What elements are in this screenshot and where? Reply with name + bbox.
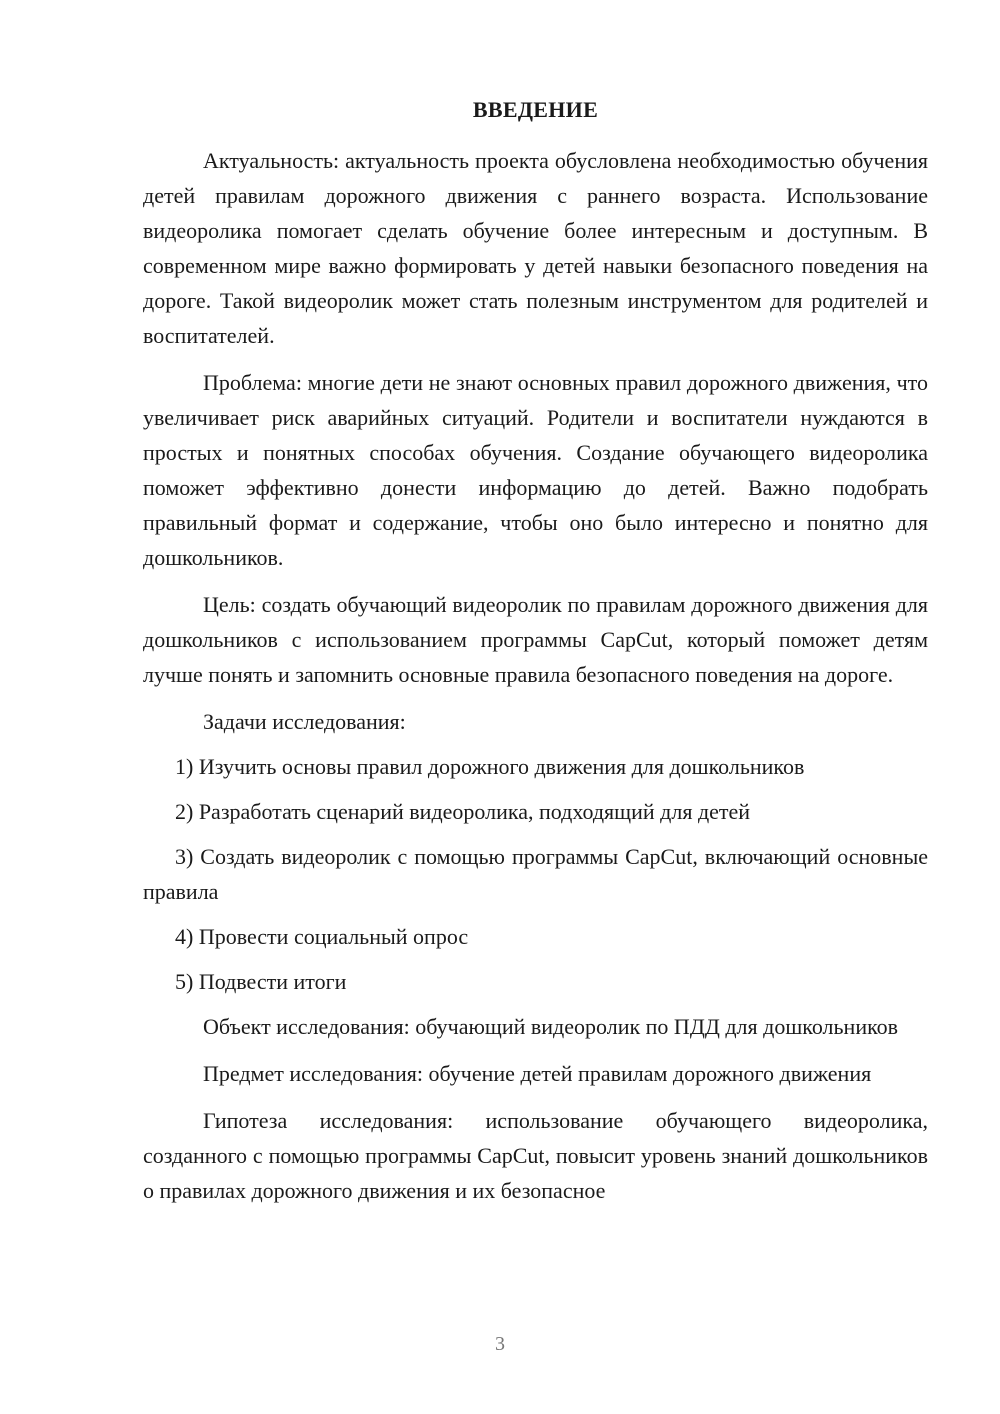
paragraph-problem: Проблема: многие дети не знают основных правил дорожного движения, что увеличивает риск аварийных ситуаций. Родители и воспитатели нуждаются в простых и понятных способах обучения. Создание обучающего видеоролика поможет эффективно донести информацию до детей. Важно подобрать правильный формат и содержание, чтобы оно было интересно и понятно для дошкольников. bbox=[143, 370, 928, 570]
list-item: 3) Создать видеоролик с помощью программы CapCut, включающий основные правила bbox=[143, 844, 928, 904]
paragraph-object: Объект исследования: обучающий видеоролик по ПДД для дошкольников bbox=[203, 1014, 899, 1039]
paragraph-subject: Предмет исследования: обучение детей правилам дорожного движения bbox=[203, 1061, 872, 1086]
paragraph-goal: Цель: создать обучающий видеоролик по правилам дорожного движения для дошкольников с использованием программы CapCut, который поможет детям лучше понять и запомнить основные правила безопасного поведения на дороге. bbox=[143, 592, 928, 687]
list-item: 5) Подвести итоги bbox=[175, 969, 347, 994]
list-item: 1) Изучить основы правил дорожного движения для дошкольников bbox=[175, 754, 805, 779]
tasks-list bbox=[143, 749, 928, 999]
paragraph-hypothesis: Гипотеза исследования: использование обучающего видеоролика, созданного с помощью программы CapCut, повысит уровень знаний дошкольников о правилах дорожного движения и их безопасное bbox=[143, 1108, 928, 1203]
list-item: 2) Разработать сценарий видеоролика, подходящий для детей bbox=[175, 799, 751, 824]
list-item: 4) Провести социальный опрос bbox=[175, 924, 469, 949]
document-page bbox=[143, 92, 928, 1220]
paragraph-relevance: Актуальность: актуальность проекта обусловлена необходимостью обучения детей правилам дорожного движения с раннего возраста. Использование видеоролика помогает сделать обучение более интересным и доступным. В современном мире важно формировать у детей навыки безопасного поведения на дороге. Такой видеоролик может стать полезным инструментом для родителей и воспитателей. bbox=[143, 148, 928, 348]
page-number: 3 bbox=[495, 1333, 505, 1355]
tasks-heading: Задачи исследования: bbox=[203, 709, 406, 734]
page-title: ВВЕДЕНИЕ bbox=[472, 97, 599, 122]
